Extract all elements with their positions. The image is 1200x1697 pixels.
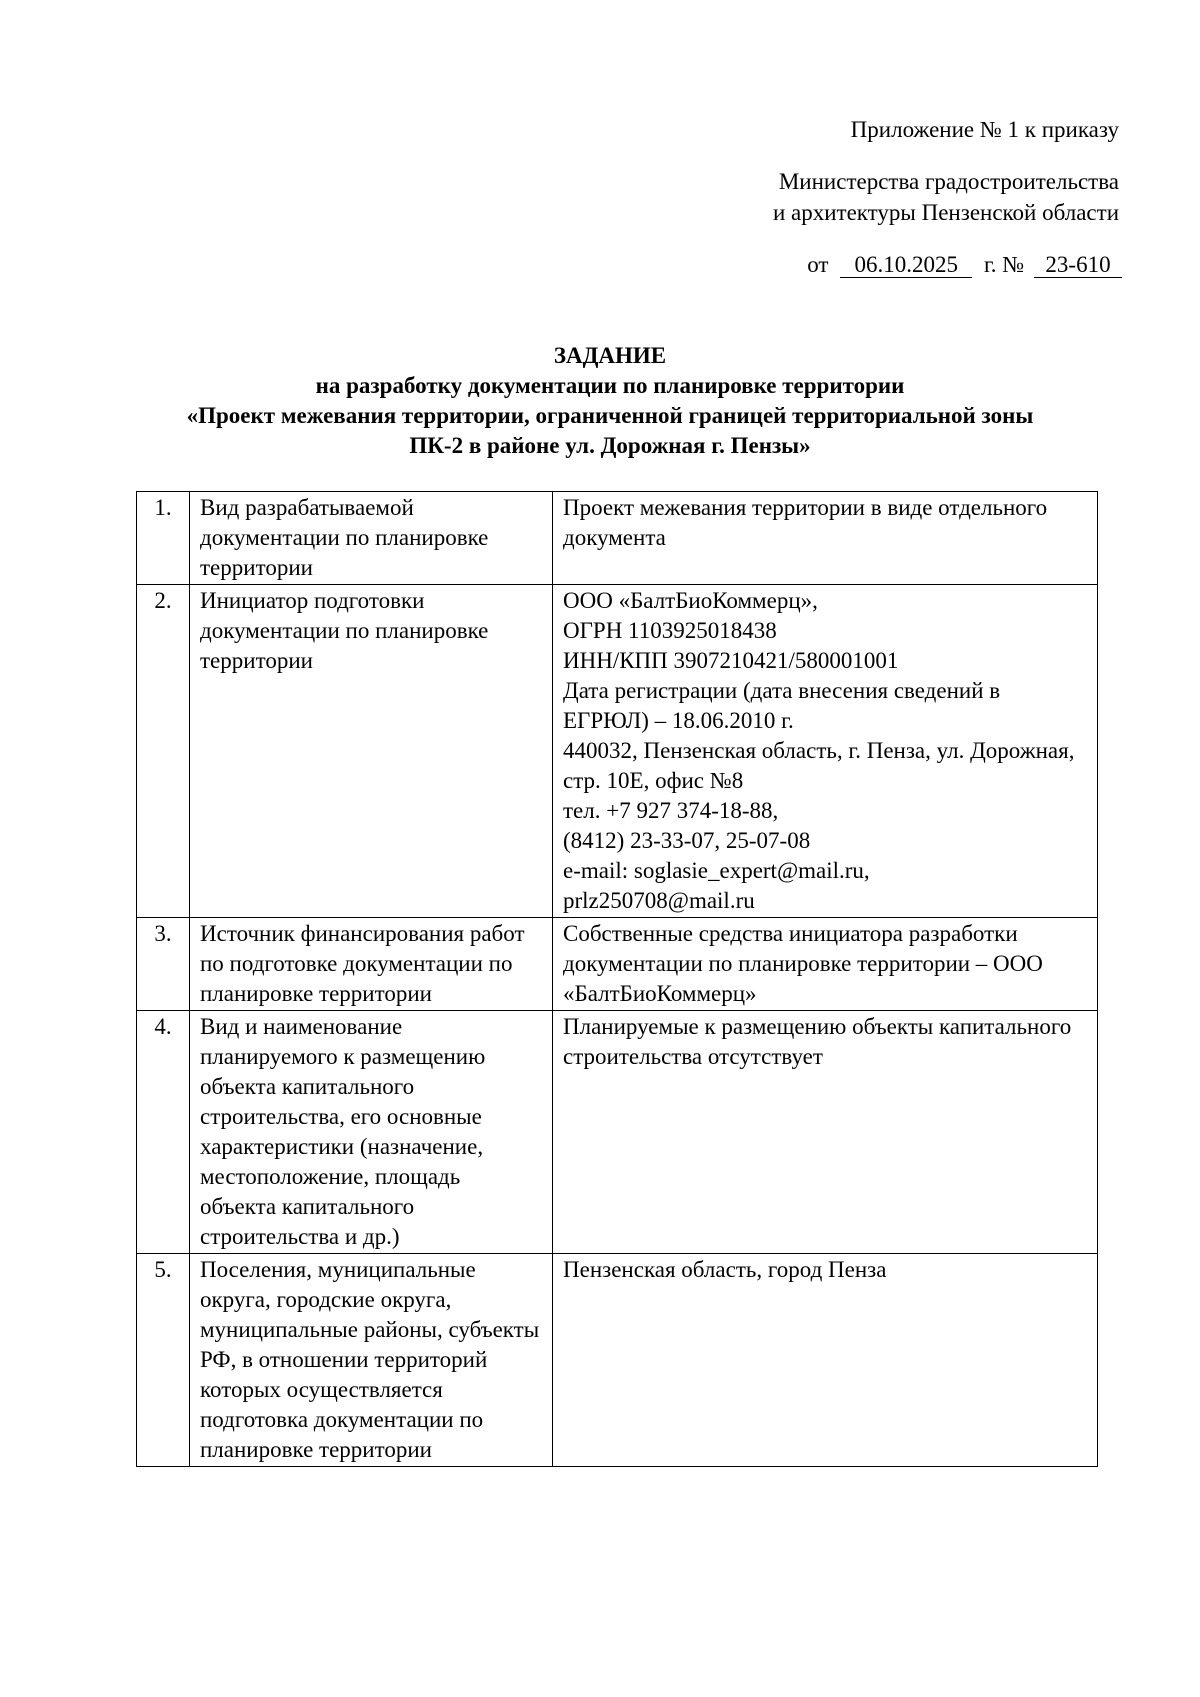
order-number: 23-610 bbox=[1034, 253, 1122, 278]
ministry-name bbox=[773, 166, 1119, 228]
value-line: Дата регистрации (дата внесения сведений в ЕГРЮЛ) – 18.06.2010 г. bbox=[563, 678, 1001, 733]
document-title bbox=[110, 341, 1110, 461]
row-number: 2. bbox=[137, 585, 190, 918]
value-line: ООО «БалтБиоКоммерц», bbox=[563, 588, 818, 613]
row-label: Вид разрабатываемой документации по планировке территории bbox=[190, 492, 553, 585]
value-line: Планируемые к размещению объекты капитального строительства отсутствует bbox=[563, 1014, 1072, 1069]
row-value bbox=[553, 1011, 1098, 1254]
title-line-3: ПК-2 в районе ул. Дорожная г. Пензы» bbox=[409, 433, 811, 458]
annex-reference bbox=[851, 114, 1119, 145]
value-line: Собственные средства инициатора разработки документации по планировке территории – ООО «БалтБиоКоммерц» bbox=[563, 921, 1043, 1006]
ministry-line-1: Министерства градостроительства bbox=[778, 169, 1119, 194]
value-line: ОГРН 1103925018438 bbox=[563, 618, 777, 643]
value-line: тел. +7 927 374-18-88, bbox=[563, 798, 779, 823]
value-line: Проект межевания территории в виде отдельного документа bbox=[563, 495, 1048, 550]
order-year-suffix: г. bbox=[983, 252, 997, 277]
row-number: 5. bbox=[137, 1254, 190, 1467]
table-row bbox=[137, 1254, 1098, 1467]
table-row bbox=[137, 492, 1098, 585]
value-line: ИНН/КПП 3907210421/580001001 bbox=[563, 648, 899, 673]
value-line: (8412) 23-33-07, 25-07-08 bbox=[563, 828, 811, 853]
ministry-line-2: и архитектуры Пензенской области bbox=[772, 200, 1119, 225]
table-row bbox=[137, 918, 1098, 1011]
annex-text: Приложение № 1 к приказу bbox=[850, 117, 1119, 142]
title-heading: ЗАДАНИЕ bbox=[553, 343, 667, 368]
table-row bbox=[137, 585, 1098, 918]
order-number-sign: № bbox=[1002, 252, 1025, 277]
order-date: 06.10.2025 bbox=[840, 253, 972, 278]
row-value bbox=[553, 492, 1098, 585]
order-date-number bbox=[807, 249, 1122, 280]
table-row bbox=[137, 1011, 1098, 1254]
value-line: Пензенская область, город Пенза bbox=[563, 1257, 887, 1282]
row-value bbox=[553, 585, 1098, 918]
order-from-label: от bbox=[807, 252, 829, 277]
row-label: Вид и наименование планируемого к размещению объекта капитального строительства, его основные характеристики (назначение, местоположение, площадь объекта капитального строительства и др.) bbox=[190, 1011, 553, 1254]
row-number: 1. bbox=[137, 492, 190, 585]
value-line: prlz250708@mail.ru bbox=[563, 888, 755, 913]
value-line: 440032, Пензенская область, г. Пенза, ул. Дорожная, стр. 10Е, офис №8 bbox=[563, 738, 1075, 793]
row-label: Источник финансирования работ по подготовке документации по планировке территории bbox=[190, 918, 553, 1011]
title-line-1: на разработку документации по планировке территории bbox=[315, 373, 905, 398]
value-line: e-mail: soglasie_expert@mail.ru, bbox=[563, 858, 870, 883]
row-number: 3. bbox=[137, 918, 190, 1011]
row-number: 4. bbox=[137, 1011, 190, 1254]
row-value bbox=[553, 1254, 1098, 1467]
row-label: Поселения, муниципальные округа, городские округа, муниципальные районы, субъекты РФ, в отношении территорий которых осуществляется подготовка документации по планировке территории bbox=[190, 1254, 553, 1467]
task-table bbox=[136, 491, 1098, 1467]
row-value bbox=[553, 918, 1098, 1011]
title-line-2: «Проект межевания территории, ограниченной границей территориальной зоны bbox=[186, 403, 1034, 428]
row-label: Инициатор подготовки документации по планировке территории bbox=[190, 585, 553, 918]
